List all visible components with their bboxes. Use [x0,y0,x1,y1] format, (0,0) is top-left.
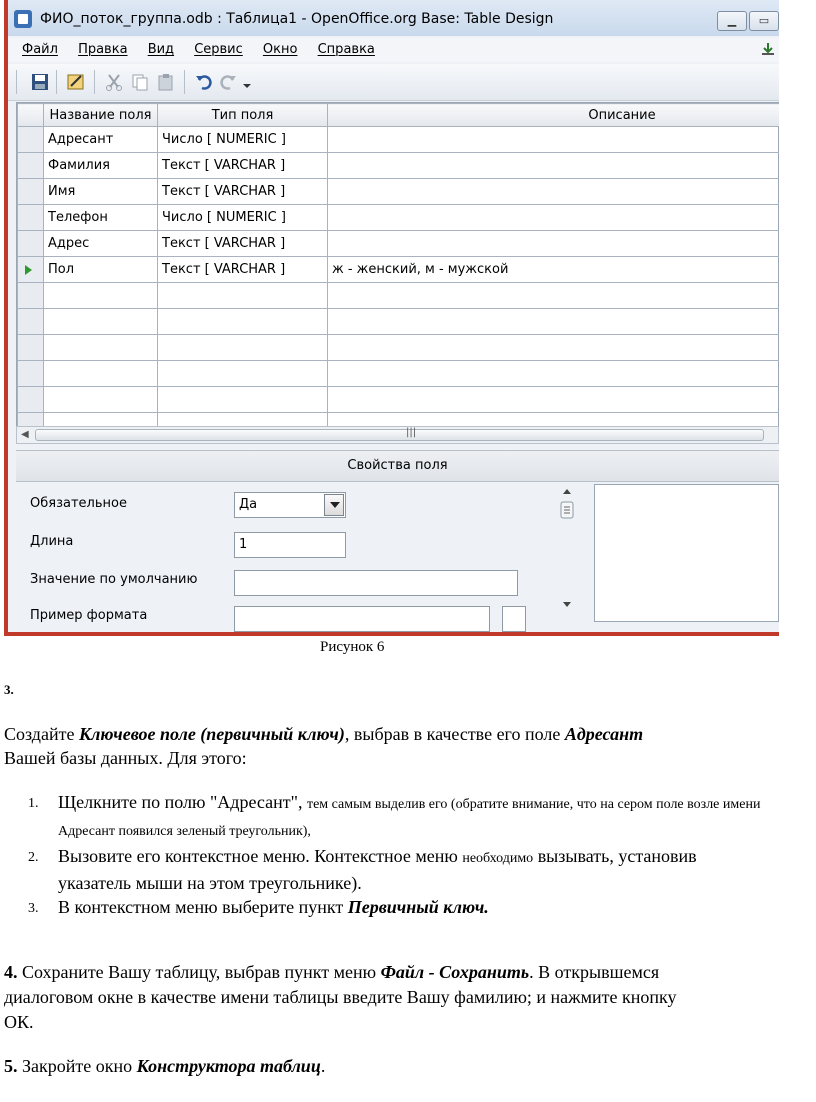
field-description-cell[interactable]: ж - женский, м - мужской [328,257,780,283]
table-row[interactable] [18,231,780,257]
scroll-left-arrow-icon[interactable]: ◀ [21,429,29,440]
table-row[interactable] [18,205,780,231]
empty-cell[interactable] [328,309,780,335]
figure-caption: Рисунок 6 [320,639,385,655]
table-row-empty[interactable] [18,309,780,335]
menu-view[interactable]: Вид [147,42,175,57]
field-type-cell[interactable]: Текст [ VARCHAR ] [158,231,328,257]
text: , выбрав в качестве его поле [344,724,565,744]
toolbar-separator [184,70,185,94]
app-icon [14,10,32,28]
text: Вашей базы данных. Для этого: [4,748,247,768]
text-small: необходимо [462,851,534,866]
menu-tools[interactable]: Сервис [194,42,243,57]
emphasis-menu-path: Файл - Сохранить [380,962,530,982]
field-description-cell[interactable] [328,127,780,153]
row-selector[interactable] [18,387,44,413]
emphasis-field-name: Адресант [564,724,644,744]
default-value-field[interactable] [234,570,518,596]
menu-edit[interactable]: Правка [78,42,128,57]
cut-icon[interactable] [104,72,124,92]
field-type-cell[interactable]: Число [ NUMERIC ] [158,205,328,231]
menu-help[interactable]: Справка [317,42,375,57]
step-3-paragraph [4,722,644,770]
window-title: ФИО_поток_группа.odb : Таблица1 - OpenOffice.org Base: Table Design [40,11,554,27]
text: . В открывшемся диалоговом окне в качестве имени таблицы введите Вашу фамилию; и нажмите кнопку ОК. [4,962,677,1032]
empty-cell[interactable] [158,387,328,413]
menu-window[interactable]: Окно [262,42,298,57]
field-properties-panel [16,448,779,632]
row-selector[interactable] [18,127,44,153]
row-selector[interactable] [18,179,44,205]
empty-cell[interactable] [158,335,328,361]
step-5-paragraph [4,1056,325,1077]
empty-cell[interactable] [328,387,780,413]
required-select[interactable] [234,492,346,518]
redo-icon[interactable] [218,72,238,92]
table-row-empty[interactable] [18,283,780,309]
format-button[interactable] [502,606,526,632]
empty-cell[interactable] [158,309,328,335]
field-type-cell[interactable]: Текст [ VARCHAR ] [158,257,328,283]
row-selector[interactable] [18,153,44,179]
toolbar-separator [94,70,95,94]
row-selector[interactable] [18,205,44,231]
field-type-cell[interactable]: Число [ NUMERIC ] [158,127,328,153]
emphasis-primary-key: Ключевое поле (первичный ключ) [78,724,345,744]
empty-cell[interactable] [44,361,158,387]
chevron-down-icon[interactable] [324,494,344,516]
paste-icon[interactable] [156,72,176,92]
empty-cell[interactable] [328,335,780,361]
download-icon[interactable] [761,42,775,56]
current-row-triangle-icon[interactable] [25,265,32,275]
text: Сохраните Вашу таблицу, выбрав пункт меню [17,962,381,982]
text: В контекстном меню выберите пункт [58,897,348,917]
empty-cell[interactable] [158,361,328,387]
toolbar-grip [16,70,17,94]
field-grid [16,102,779,428]
empty-cell[interactable] [44,335,158,361]
text: Щелкните по полю "Адресант", [58,792,307,812]
row-selector[interactable] [18,361,44,387]
field-description-cell[interactable] [328,205,780,231]
help-text-box [594,484,779,622]
grid-corner [18,104,44,127]
list-item [4,895,764,919]
format-example-label: Пример формата [30,608,148,623]
list-number: 1. [28,796,39,811]
text: Закройте окно [17,1056,137,1076]
toolbar [8,64,779,101]
length-field[interactable]: 1 [234,532,346,558]
text: вызывать, установив указатель мыши на этом треугольнике). [58,846,697,893]
empty-cell[interactable] [328,361,780,387]
field-name-cell[interactable]: Телефон [44,205,158,231]
emphasis-primary-key-item: Первичный ключ. [347,897,489,917]
list-number: 3. [28,901,39,916]
window-controls [717,11,779,33]
text: Создайте [4,724,79,744]
list-number: 2. [28,850,39,865]
field-name-cell[interactable]: Адресант [44,127,158,153]
field-name-cell[interactable]: Адрес [44,231,158,257]
format-example-field[interactable] [234,606,490,632]
step-4-number: 4. [4,962,18,982]
list-item [4,790,764,844]
text-small: тем самым выделив его (обратите внимание, что на сером поле возле имени Адресант появился зеленый треугольник), [58,797,761,839]
required-value: Да [239,497,258,512]
empty-cell[interactable] [44,309,158,335]
table-row-empty[interactable] [18,387,780,413]
toolbar-overflow-icon[interactable] [242,72,252,92]
properties-header: Свойства поля [16,450,779,482]
menu-bar [8,38,779,62]
default-value-label: Значение по умолчанию [30,572,198,587]
copy-icon[interactable] [130,72,150,92]
table-row-empty[interactable] [18,361,780,387]
toolbar-separator [56,70,57,94]
field-name-cell[interactable]: Пол [44,257,158,283]
column-header-description[interactable]: Описание [328,104,780,127]
field-name-cell[interactable]: Фамилия [44,153,158,179]
table-row-current[interactable] [18,257,780,283]
undo-icon[interactable] [194,72,214,92]
row-selector[interactable] [18,231,44,257]
required-label: Обязательное [30,496,127,511]
field-description-cell[interactable] [328,179,780,205]
menu-file[interactable]: Файл [22,42,58,57]
row-selector[interactable] [18,335,44,361]
row-selector[interactable] [18,309,44,335]
save-icon[interactable] [30,72,50,92]
step-3-number: 3. [4,682,14,697]
step-5-number: 5. [4,1056,18,1076]
maximize-button[interactable]: ▭ [749,11,779,31]
screenshot-frame [4,0,779,636]
field-description-cell[interactable] [328,231,780,257]
minimize-button[interactable]: ▁ [717,11,747,31]
empty-cell[interactable] [328,283,780,309]
emphasis-table-designer: Конструктора таблиц [136,1056,321,1076]
scrollbar-thumb[interactable] [35,429,764,441]
text: Вызовите его контекстное меню. Контекстное меню [58,846,463,866]
title-bar [8,0,779,36]
empty-cell[interactable] [158,283,328,309]
field-name-cell[interactable]: Имя [44,179,158,205]
scrollbar-grip-icon: ||| [406,427,417,438]
edit-mode-icon[interactable] [66,72,86,92]
row-selector[interactable] [18,257,44,283]
grid-header-row [18,104,780,127]
step-4-paragraph [4,960,684,1035]
field-description-cell[interactable] [328,153,780,179]
empty-cell[interactable] [44,283,158,309]
column-header-name[interactable]: Название поля [44,104,158,127]
table-row[interactable] [18,153,780,179]
list-item [4,844,764,895]
text: . [320,1056,326,1076]
field-type-cell[interactable]: Текст [ VARCHAR ] [158,179,328,205]
field-type-cell[interactable]: Текст [ VARCHAR ] [158,153,328,179]
instruction-list [4,790,764,919]
table-row-empty[interactable] [18,335,780,361]
row-selector[interactable] [18,283,44,309]
column-header-type[interactable]: Тип поля [158,104,328,127]
empty-cell[interactable] [44,387,158,413]
table-design-window [8,0,779,632]
horizontal-scrollbar[interactable] [16,426,779,444]
length-label: Длина [30,534,74,549]
properties-vertical-scrollbar[interactable] [559,484,575,616]
table-row[interactable] [18,179,780,205]
table-row[interactable] [18,127,780,153]
